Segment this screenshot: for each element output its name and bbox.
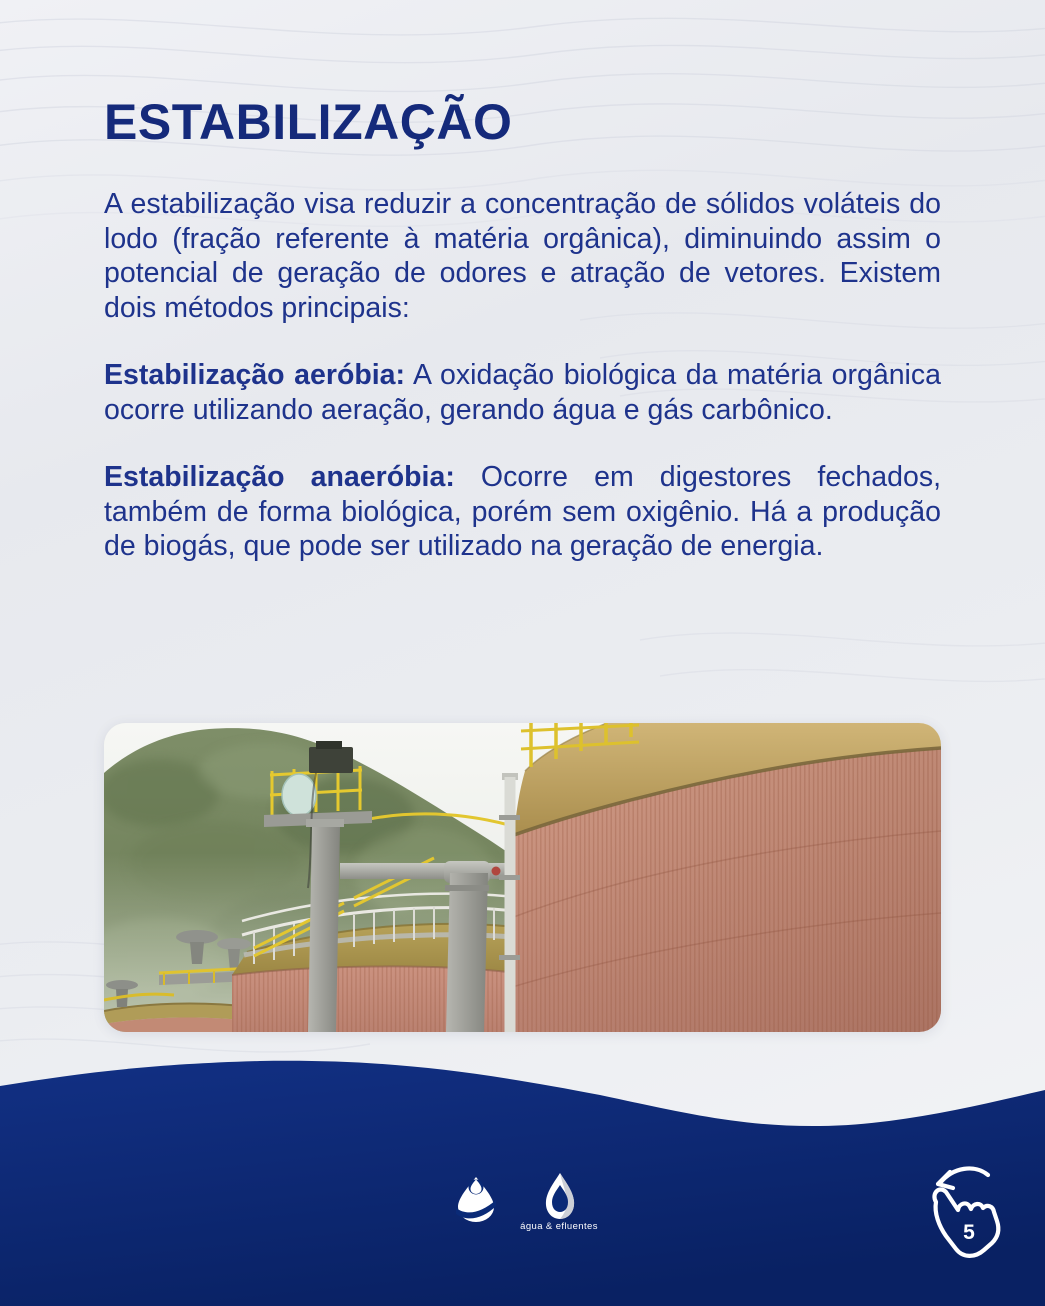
water-drop-logo-icon: [455, 1176, 497, 1222]
swipe-left-hand-icon: [920, 1156, 1005, 1264]
aerobic-method-label: Estabilização aeróbia:: [104, 359, 406, 391]
aerobic-paragraph: [104, 358, 941, 427]
brand-tagline: água & efluentes: [520, 1221, 598, 1232]
flame-logo-icon: [542, 1172, 578, 1222]
body-text: [104, 187, 941, 597]
anaerobic-method-text: Ocorre em digestores fechados, também de forma biológica, porém sem oxigênio. Há a produção de biogás, que pode ser utilizado na geração de energia.: [104, 461, 941, 562]
photo-sludge-digesters: [104, 723, 941, 1032]
page-title: ESTABILIZAÇÃO: [104, 94, 513, 150]
page-number: 5: [963, 1221, 975, 1244]
anaerobic-paragraph: [104, 460, 941, 564]
anaerobic-method-label: Estabilização anaeróbia:: [104, 461, 455, 493]
footer-wave: [0, 1040, 1045, 1306]
intro-paragraph: A estabilização visa reduzir a concentração de sólidos voláteis do lodo (fração referente à matéria orgânica), diminuindo assim o potencial de geração de odores e atração de vetores. Existem dois métodos principais:: [104, 188, 941, 324]
aerobic-method-text: A oxidação biológica da matéria orgânica ocorre utilizando aeração, gerando água e gás carbônico.: [104, 359, 941, 426]
